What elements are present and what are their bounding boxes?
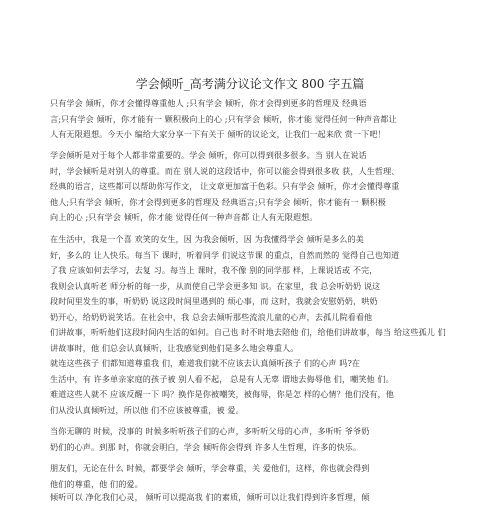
text-line: 言;只有学会 倾听，你才能有一 颗积极向上的心 ;只有学会 倾听，你才能 觉得任何一种声音都让 <box>50 113 397 124</box>
text-line: 他人;只有学会 倾听，你才会得到更多的哲理及 经典语言;只有学会 倾听，你才能有一 颗积极 <box>50 196 386 207</box>
paragraph-6 <box>50 490 452 506</box>
text-line: 朋友们，无论在什么 时候，都要学会 倾听，学会尊重，关 爱他们，这样，你也就会得到 <box>50 463 370 473</box>
text-line: 讲故事时，他 们总会认真倾听，让我感觉到他们是多么地会尊重人。 <box>50 342 299 353</box>
text-line: 当你无聊的 时候，没事的 时候多听听孩子们的心声，多听听父母的心声，多听听 爷爷奶 <box>50 426 370 436</box>
text-line: 时，学会倾听是对别人的尊重。而在 别人说的这段话中，你可以能会得到很多收 获，人生哲理、 <box>50 165 400 176</box>
text-line: 学会倾听是对于每个人都非常重要的。学会 倾听，你可以得到很多很多。当 别人在说话 <box>50 150 367 160</box>
paragraph-5 <box>50 461 452 492</box>
text-line: 奶们的心声。到那 时，你就会明白，学会 倾听你会得到 许多人生哲理，许多的快乐。 <box>50 441 362 452</box>
paragraph-3 <box>50 356 452 418</box>
text-line: 只有学会 倾听，你才会懂得尊重他人 ;只有学会 倾听，你才会得到更多的哲理及 经典语 <box>50 98 367 108</box>
text-line: 段时间里发生的事，听奶奶 说这段时间里遇到的 烦心事，而 这时，我就会安慰奶奶，哄奶 <box>50 296 378 306</box>
paragraph-intro <box>50 96 452 143</box>
text-line: 难道这些人就不 应该反醒一下 吗？换作是你被嘲笑，被侮辱，你是怎 样的心情？他们没有，他 <box>50 389 394 399</box>
text-line: 们讲故事，听听他们这段时间内生活的如何。自己也 时不时地去陪他 们，给他们讲故事，每当 给这些孤儿 们 <box>50 327 446 337</box>
text-line: 生活中，有 许多单亲家庭的孩子被 别人看不起， 总是有人无辜 谓地去侮辱他 们，嘲笑他 们。 <box>50 373 394 384</box>
text-line: 他们的尊重，他 们的爱。 <box>50 478 143 489</box>
text-line: 了我 应该如何去学习，去复 习。每当上 课时，我不像 别的同学那 样，上课说话或 不完， <box>50 265 378 275</box>
text-line: 们从没认真倾听过，所以他 们不应该被尊重，被 爱。 <box>50 404 244 415</box>
paragraph-1 <box>50 148 452 226</box>
text-line: 向上的心 ;只有学会 倾听，你才能 觉得任何一种声音都 让人有无限遐想。 <box>50 212 318 222</box>
paragraph-4 <box>50 424 452 455</box>
text-line: 人有无限遐想。今天小 编给大家分享一下有关于 倾听的议论文，让我们一起来欣 赏一下吧！ <box>50 129 386 139</box>
text-line: 好，多么的 让人快乐。每当下 课时，听着同学 们说这节课 的重点，自然而然的 觉得自己也知道 <box>50 249 400 260</box>
paragraph-2 <box>50 232 452 356</box>
text-line: 就连这些孩子 们都知道尊重我 们，难道我们就不应该去认真倾听孩子 们的心声 吗?在 <box>50 358 361 368</box>
text-line: 经典的语言，这些都可以帮助你写作文， 让文章更加富于色彩。只有学会 倾听，你才会懂得尊重 <box>50 181 400 191</box>
text-line: 在生活中，我是一个喜 欢笑的女生，因 为我会倾听，因 为我懂得学会 倾听是多么的美 <box>50 234 364 244</box>
text-line: 倾听可以 净化我们心灵， 倾听可以提高我 们的素质，倾听可以让我们得到许多哲理，倾 <box>50 492 370 502</box>
document-title: 学会倾听_高考满分议论文作文 800 字五篇 <box>135 77 365 91</box>
text-line: 我则会认真听老 师分析的每一步，从而使自己学会更多知 识。在家里，我 总会听奶奶 说这 <box>50 280 381 291</box>
text-line: 奶开心，给奶奶说笑话。在社会中，我 总会去倾听那些流浪儿童的心声，去孤儿院看看他 <box>50 311 373 322</box>
